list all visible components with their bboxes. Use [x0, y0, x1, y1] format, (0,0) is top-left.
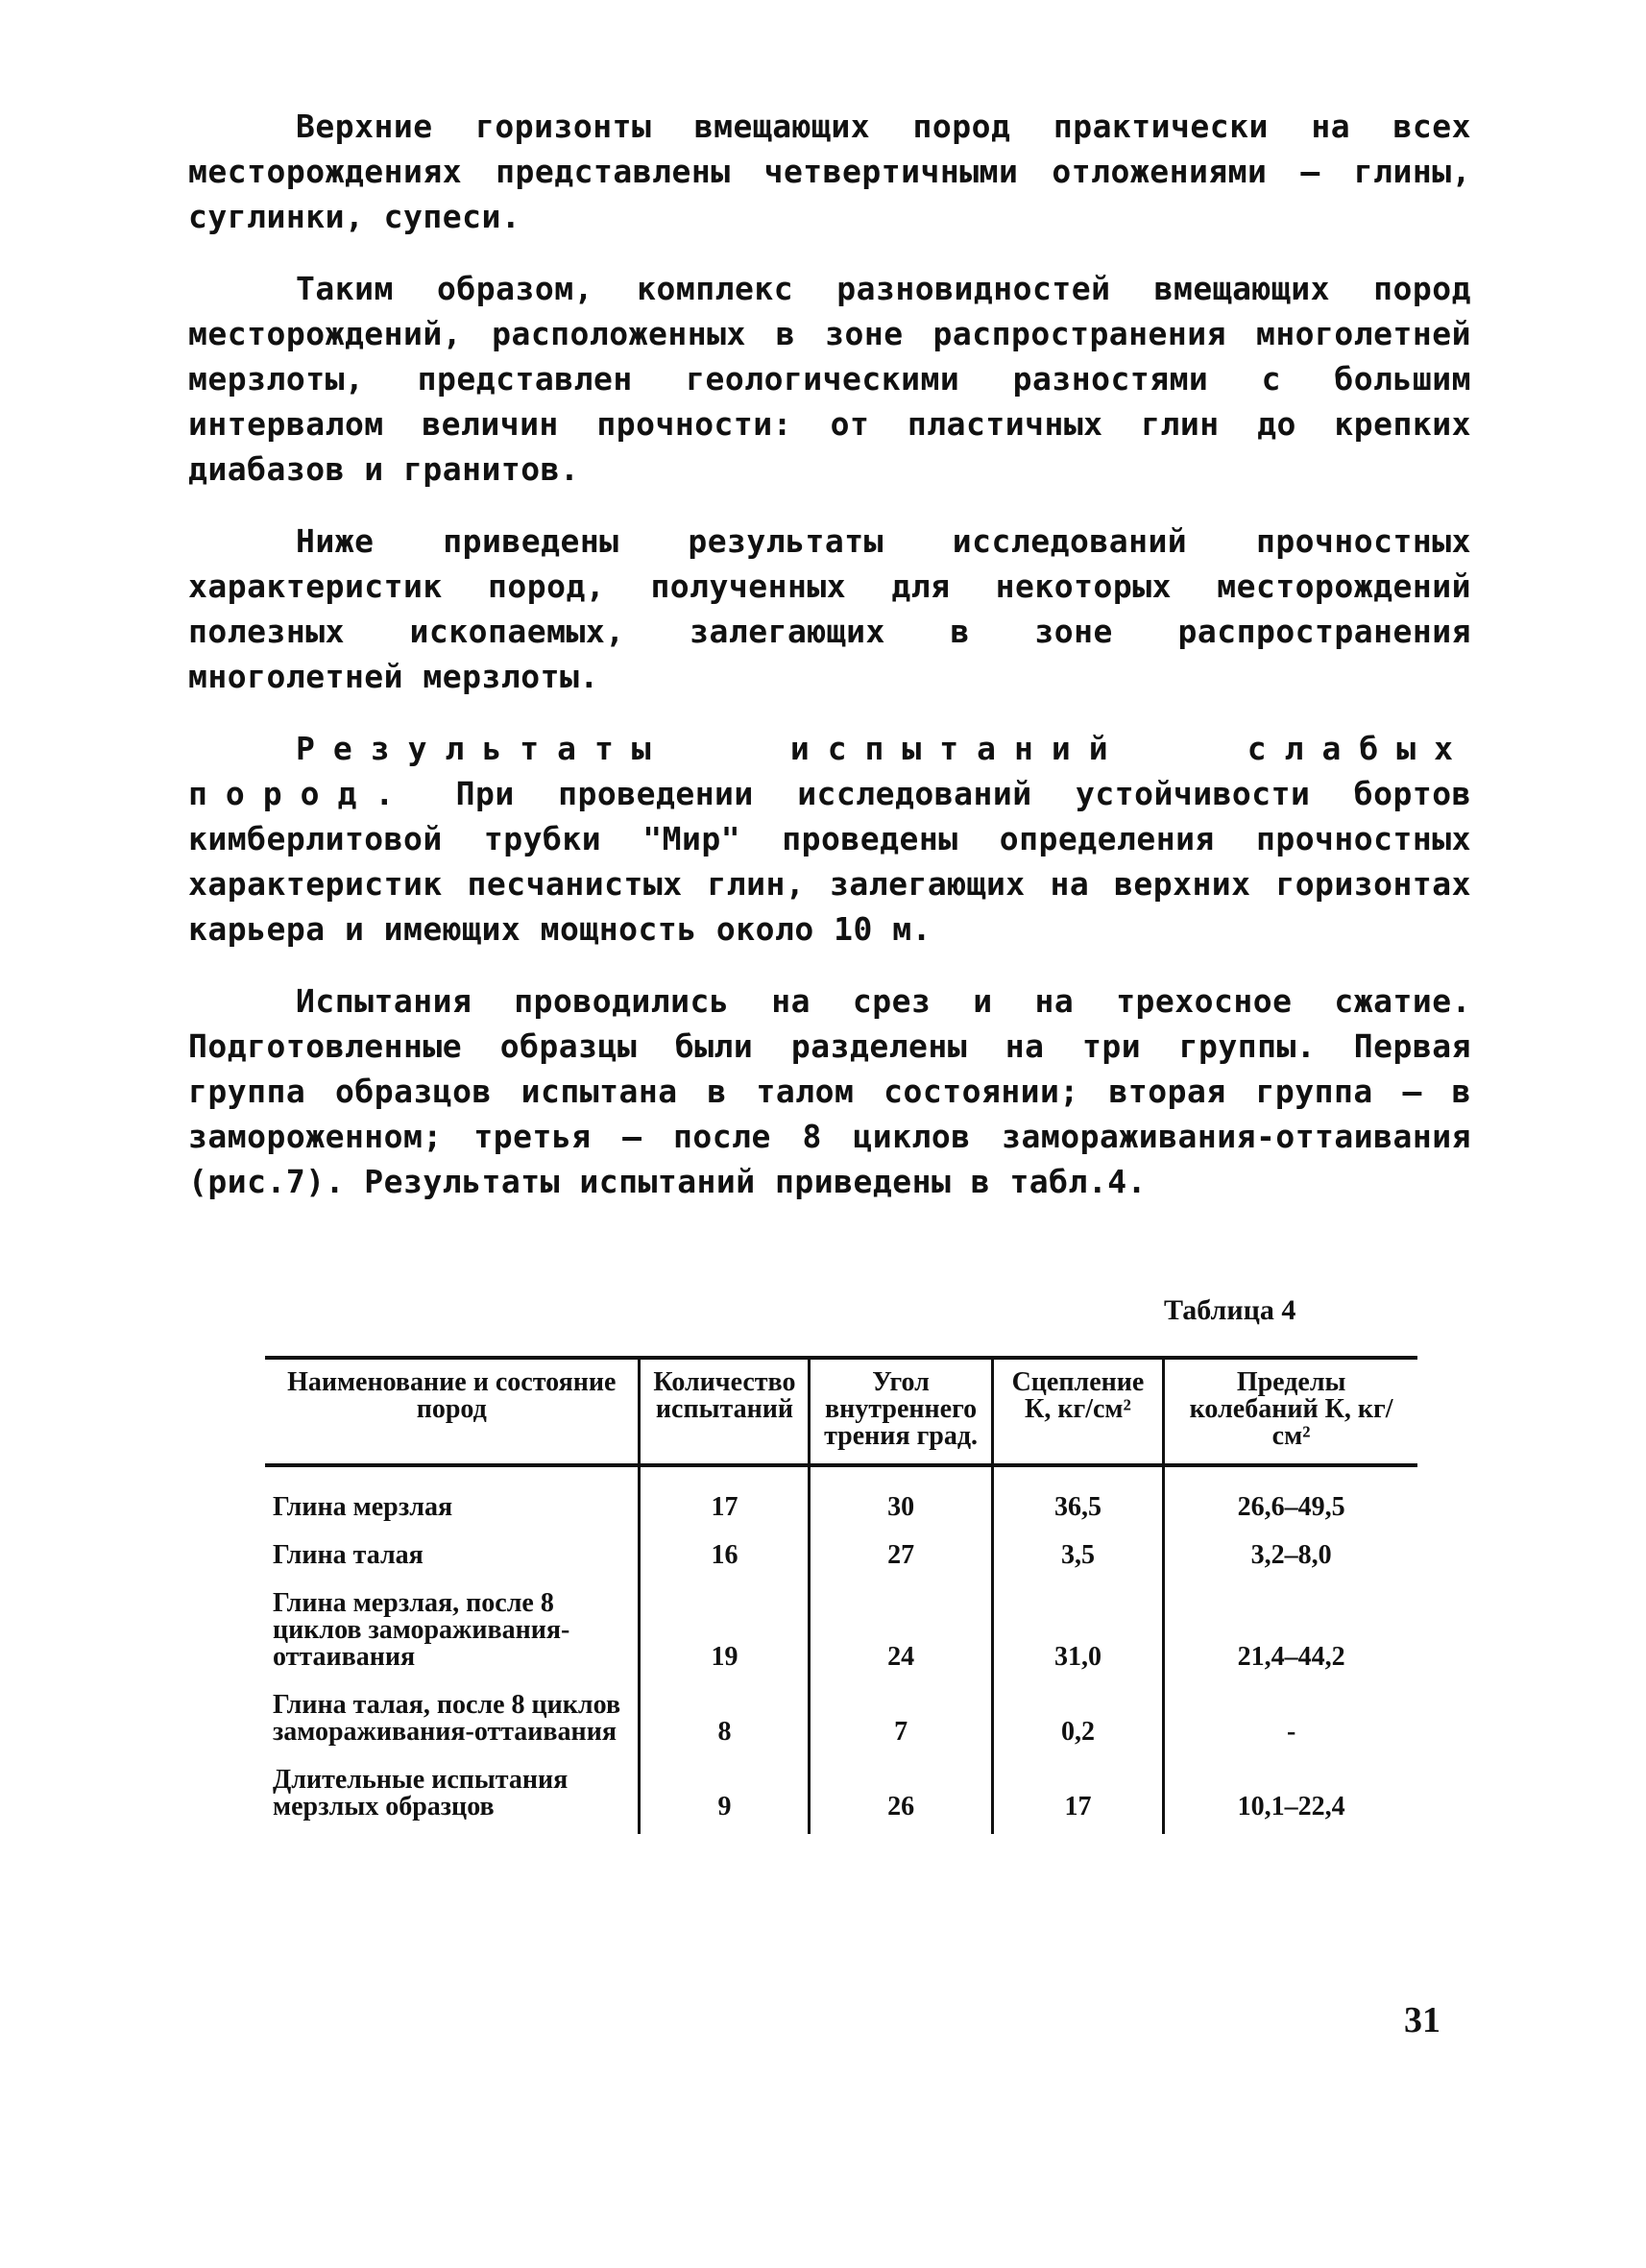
cell-cohesion: 17	[992, 1759, 1164, 1834]
cell-rock-name: Длительные испытания мерзлых образцов	[273, 1765, 569, 1822]
cell-cohesion: 31,0	[992, 1582, 1164, 1684]
cell-cohesion: 36,5	[992, 1465, 1164, 1534]
cell-friction-angle: 26	[810, 1759, 992, 1834]
cell-test-count: 16	[640, 1534, 810, 1582]
cell-test-count: 8	[640, 1684, 810, 1759]
cell-rock-name: Глина талая	[273, 1540, 424, 1570]
table-header-row	[265, 1358, 1417, 1465]
paragraph-deposits: Верхние горизонты вмещающих пород практически на всех месторождениях представлены четвертичными отложениями – глины, суглинки, супеси.	[188, 108, 1471, 235]
cell-rock-name: Глина мерзлая	[273, 1492, 453, 1522]
cell-range: 10,1–22,4	[1164, 1759, 1417, 1834]
cell-test-count: 9	[640, 1759, 810, 1834]
header-friction-angle: Угол внутреннего трения град.	[810, 1358, 992, 1465]
table-row	[265, 1684, 1417, 1759]
cell-range: 26,6–49,5	[1164, 1465, 1417, 1534]
paragraph-tests: Испытания проводились на срез и на трехосное сжатие. Подготовленные образцы были разделены на три группы. Первая группа образцов испытана в талом состоянии; вторая группа – в замороженном; третья – после 8 циклов замораживания-оттаивания (рис.7). Результаты испытаний приведены в табл.4.	[188, 982, 1471, 1200]
cell-rock-name: Глина талая, после 8 циклов замораживания-оттаивания	[273, 1690, 621, 1747]
table-row	[265, 1534, 1417, 1582]
header-rock-name: Наименование и состояние пород	[265, 1358, 640, 1465]
results-table	[265, 1356, 1417, 1834]
header-test-count: Количество испытаний	[640, 1358, 810, 1465]
table-caption: Таблица 4	[1164, 1294, 1296, 1326]
paragraph-results-intro: Ниже приведены результаты исследований прочностных характеристик пород, полученных для некоторых месторождений полезных ископаемых, залегающих в зоне распространения многолетней мерзлоты.	[188, 522, 1471, 695]
cell-friction-angle: 24	[810, 1582, 992, 1684]
table-row	[265, 1759, 1417, 1834]
cell-range: 21,4–44,2	[1164, 1582, 1417, 1684]
page-number: 31	[1404, 2000, 1440, 2040]
table-row	[265, 1465, 1417, 1534]
paragraph-complex: Таким образом, комплекс разновидностей вмещающих пород месторождений, расположенных в зоне распространения многолетней мерзлоты, представлен геологическими разностями с большим интервалом величин прочности: от пластичных глин до крепких диабазов и гранитов.	[188, 270, 1471, 488]
cell-rock-name: Глина мерзлая, после 8 циклов замораживания-оттаивания	[273, 1588, 570, 1672]
cell-friction-angle: 7	[810, 1684, 992, 1759]
cell-range: -	[1164, 1684, 1417, 1759]
cell-friction-angle: 30	[810, 1465, 992, 1534]
cell-test-count: 17	[640, 1465, 810, 1534]
paragraph-weak-rocks	[188, 726, 1471, 952]
cell-range: 3,2–8,0	[1164, 1534, 1417, 1582]
section-text: При проведении исследований устойчивости бортов кимберлитовой трубки "Мир" проведены определения прочностных характеристик песчанистых глин, залегающих на верхних горизонтах карьера и имеющих мощность около 10 м.	[188, 775, 1472, 948]
header-range: Пределы колебаний К, кг/см²	[1164, 1358, 1417, 1465]
cell-test-count: 19	[640, 1582, 810, 1684]
header-cohesion: Сцепление К, кг/см²	[992, 1358, 1164, 1465]
cell-friction-angle: 27	[810, 1534, 992, 1582]
cell-cohesion: 3,5	[992, 1534, 1164, 1582]
table-row	[265, 1582, 1417, 1684]
section-heading: Результаты испытаний слабых пород.	[188, 730, 1471, 812]
body-text	[188, 104, 1471, 1231]
cell-cohesion: 0,2	[992, 1684, 1164, 1759]
